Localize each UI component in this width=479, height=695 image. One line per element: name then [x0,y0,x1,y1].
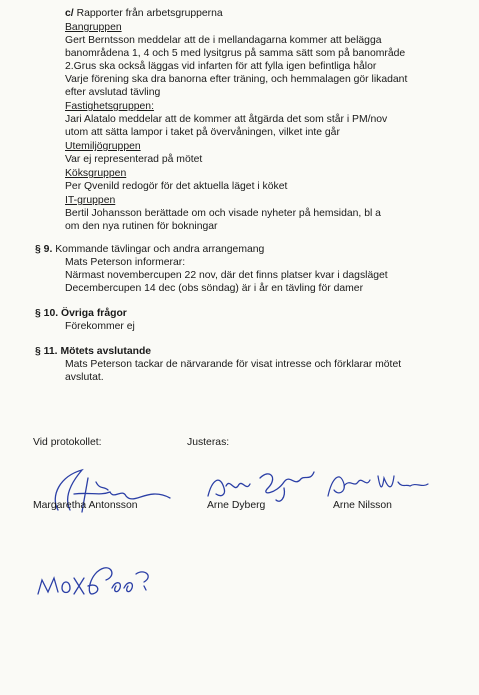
text-line: 2.Grus ska också läggas vid infarten för att fylla igen befintliga hålor [65,61,377,72]
group-name-it-gruppen: IT-gruppen [65,195,116,206]
group-name-koksgruppen: Köksgruppen [65,168,127,179]
group-name-fastighetsgruppen: Fastighetsgruppen: [65,101,154,112]
text-line: Bertil Johansson berättade om och visade nyheter på hemsidan, bl a [65,208,381,219]
section-c-heading: c/ Rapporter från arbetsgrupperna [65,8,223,19]
text-line: Mats Peterson tackar de närvarande för visat intresse och förklarar mötet [65,359,402,370]
text-line: Jari Alatalo meddelar att de kommer att åtgärda det som står i PM/nov [65,114,388,125]
group-name-utemiljogruppen: Utemiljögruppen [65,141,141,152]
signature-arne-nilsson-image [322,464,432,504]
text-line: om den nya rutinen för bokningar [65,221,218,232]
text-line: Gert Berntsson meddelar att de i mellandagarna kommer att belägga [65,35,382,46]
signer-name-arne-dyberg: Arne Dyberg [207,500,266,511]
signer-name-arne-nilsson: Arne Nilsson [333,500,392,511]
protocol-label: Vid protokollet: [33,437,102,448]
section-11-heading: § 11. Mötets avslutande [35,346,152,357]
signer-name-margaretha: Margaretha Antonsson [33,500,138,511]
text-line: Per Qvenild redogör för det aktuella läget i köket [65,181,288,192]
adjust-label: Justeras: [187,437,230,448]
text-line: Mats Peterson informerar: [65,257,186,268]
text-line: banområdena 1, 4 och 5 med lysitgrus på samma sätt som på banområde [65,48,406,59]
text-line: Förekommer ej [65,321,135,332]
text-line: Var ej representerad på mötet [65,154,203,165]
text-line: efter avslutad tävling [65,87,161,98]
text-line: avslutat. [65,372,104,383]
text-line: Decembercupen 14 dec (obs söndag) är i år en tävling för damer [65,283,364,294]
group-name-bangruppen: Bangruppen [65,22,122,33]
text-line: Närmast novembercupen 22 nov, där det finns platser kvar i dagsläget [65,270,388,281]
signature-bottom-image [32,558,162,603]
text-line: utom att sätta lampor i taket på övervåningen, vilket inte går [65,127,340,138]
section-10-heading: § 10. Övriga frågor [35,308,127,319]
section-9-heading: § 9. Kommande tävlingar och andra arrangemang [35,244,265,255]
text-line: Varje förening ska dra banorna efter träning, och hemmalagen gör likadant [65,74,408,85]
